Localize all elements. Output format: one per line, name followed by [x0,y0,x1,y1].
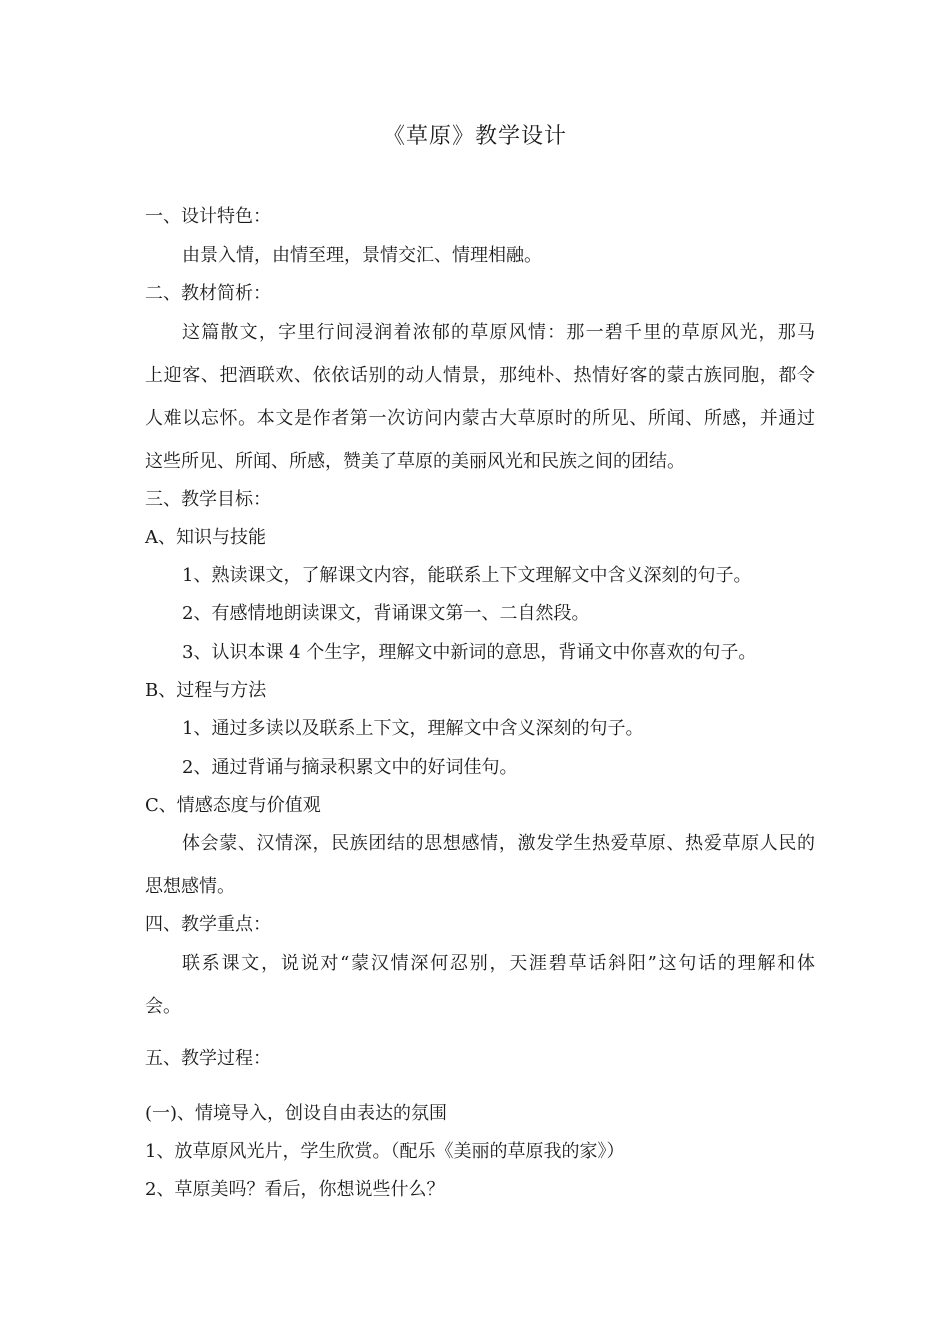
paragraph-emotion-values-line-1: 体会蒙、汉情深，民族团结的思想感情，激发学生热爱草原、热爱草原人民的 [182,833,815,854]
paragraph-teaching-focus-line-1: 联系课文，说说对“蒙汉情深何忍别，天涯碧草话斜阳”这句话的理解和体 [182,953,815,974]
goal-item: 3、认识本课 4 个生字，理解文中新词的意思，背诵文中你喜欢的句子。 [182,642,757,663]
subheading-process-methods: B、过程与方法 [145,680,267,701]
paragraph-text-analysis-line-3: 人难以忘怀。本文是作者第一次访问内蒙古大草原时的所见、所闻、所感，并通过 [145,408,815,429]
subheading-situation-intro: (一)、情境导入，创设自由表达的氛围 [145,1103,448,1124]
process-item: 2、草原美吗？看后，你想说些什么？ [145,1179,445,1200]
subheading-emotion-values: C、情感态度与价值观 [145,795,321,816]
section-heading-teaching-focus: 四、教学重点： [145,914,271,935]
section-heading-design-features: 一、设计特色： [145,206,271,227]
goal-item: 2、有感情地朗读课文，背诵课文第一、二自然段。 [182,603,590,624]
goal-item: 1、熟读课文，了解课文内容，能联系上下文理解文中含义深刻的句子。 [182,565,752,586]
section-heading-teaching-goals: 三、教学目标： [145,489,271,510]
subheading-knowledge-skills: A、知识与技能 [145,527,266,548]
document-title: 《草原》教学设计 [382,124,567,149]
section-heading-text-analysis: 二、教材简析： [145,283,271,304]
paragraph-teaching-focus-line-2: 会。 [145,996,181,1017]
paragraph-text-analysis-line-4: 这些所见、所闻、所感，赞美了草原的美丽风光和民族之间的团结。 [145,451,685,472]
paragraph-text-analysis-line-1: 这篇散文，字里行间浸润着浓郁的草原风情：那一碧千里的草原风光，那马 [182,322,815,343]
process-item: 1、放草原风光片，学生欣赏。（配乐《美丽的草原我的家》） [145,1141,625,1162]
paragraph-emotion-values-line-2: 思想感情。 [145,876,235,897]
goal-item: 2、通过背诵与摘录积累文中的好词佳句。 [182,757,518,778]
goal-item: 1、通过多读以及联系上下文，理解文中含义深刻的句子。 [182,718,644,739]
paragraph-text-analysis-line-2: 上迎客、把酒联欢、依依话别的动人情景，那纯朴、热情好客的蒙古族同胞，都令 [145,365,815,386]
paragraph-design-features: 由景入情，由情至理，景情交汇、情理相融。 [182,245,542,266]
section-heading-teaching-process: 五、教学过程： [145,1048,271,1069]
